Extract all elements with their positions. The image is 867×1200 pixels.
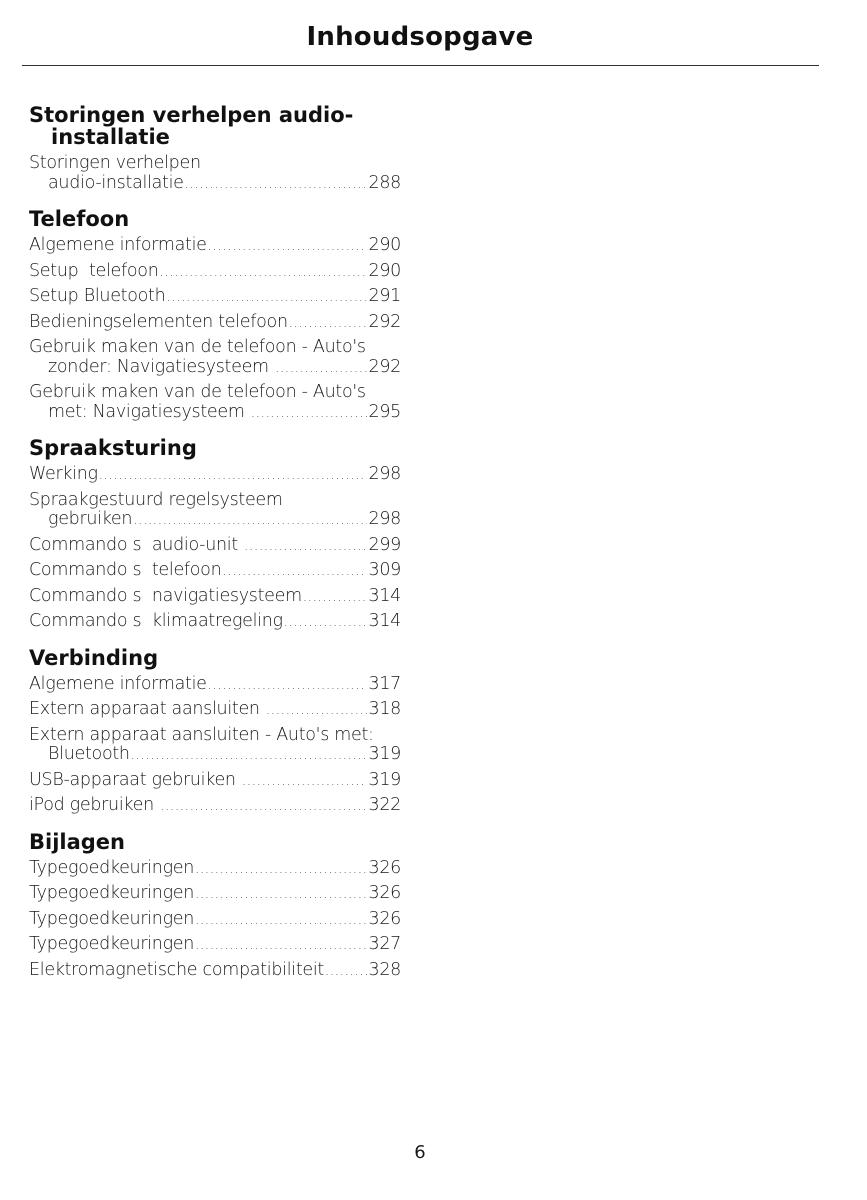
toc-entry-label-line1: Extern apparaat aansluiten - Auto's met: — [29, 724, 374, 745]
dot-leader — [195, 860, 367, 880]
dot-leader — [289, 314, 368, 334]
table-of-contents — [29, 104, 401, 995]
toc-entry-page: 295 — [368, 401, 401, 422]
toc-entry[interactable] — [29, 465, 401, 486]
section-title — [29, 208, 401, 230]
toc-entry-label: audio-installatie — [48, 172, 184, 193]
toc-entry-label: Typegoedkeuringen — [29, 934, 195, 954]
toc-entry-label-line1: Gebruik maken van de telefoon - Auto's — [29, 337, 366, 357]
toc-entry[interactable] — [29, 771, 401, 792]
dot-leader — [208, 676, 368, 696]
dot-leader — [284, 613, 368, 633]
section-title — [29, 437, 401, 459]
dot-leader — [222, 562, 367, 582]
toc-entry[interactable] — [29, 675, 401, 696]
dot-leader — [303, 588, 368, 608]
dot-leader — [242, 772, 368, 792]
toc-section — [29, 831, 401, 982]
toc-entry[interactable] — [29, 383, 401, 423]
dot-leader — [244, 537, 367, 557]
dot-leader — [275, 359, 367, 379]
toc-entry-page: 326 — [368, 857, 401, 878]
toc-entry-label: gebruiken — [48, 509, 133, 529]
toc-entry-label: Bluetooth — [48, 744, 130, 764]
section-title-text: Verbinding — [29, 645, 159, 670]
toc-entry-page: 327 — [368, 934, 401, 954]
toc-entry-page: 298 — [368, 464, 401, 484]
toc-entry-page: 290 — [368, 260, 401, 281]
toc-entry[interactable] — [29, 236, 401, 257]
toc-entry[interactable] — [29, 491, 401, 531]
toc-entry[interactable] — [29, 884, 401, 905]
toc-entry[interactable] — [29, 726, 401, 766]
header-divider — [22, 65, 819, 66]
toc-entry[interactable] — [29, 796, 401, 817]
toc-entry-page: 322 — [368, 795, 401, 815]
toc-entry-label: Typegoedkeuringen — [29, 908, 195, 929]
toc-entry[interactable] — [29, 910, 401, 931]
toc-entry-label: Commando s navigatiesysteem — [29, 585, 302, 606]
toc-entry-label: zonder: Navigatiesysteem — [48, 356, 275, 377]
dot-leader — [325, 962, 367, 982]
dot-leader — [208, 237, 368, 257]
dot-leader — [195, 936, 367, 956]
toc-entry[interactable] — [29, 587, 401, 608]
toc-entry-label: Algemene informatie — [29, 673, 207, 694]
dot-leader — [195, 885, 367, 905]
dot-leader — [99, 466, 368, 486]
toc-entry[interactable] — [29, 338, 401, 378]
page-number: 6 — [414, 1142, 426, 1163]
toc-entry[interactable] — [29, 154, 401, 194]
toc-entry-page: 326 — [368, 883, 401, 903]
dot-leader — [266, 701, 368, 721]
toc-entry-page: 319 — [368, 744, 401, 764]
toc-entry-label: Commando s audio-unit — [29, 534, 244, 555]
toc-section — [29, 104, 401, 194]
toc-section — [29, 208, 401, 423]
page-title: Inhoudsopgave — [306, 22, 534, 52]
toc-entry-label-line1: Spraakgestuurd regelsysteem — [29, 489, 283, 510]
toc-entry[interactable] — [29, 612, 401, 633]
toc-entry-label: Bedieningselementen telefoon — [29, 311, 288, 332]
toc-entry-label: USB-apparaat gebruiken — [29, 769, 241, 790]
toc-entry[interactable] — [29, 287, 401, 308]
toc-entry-page: 319 — [368, 769, 401, 790]
toc-entry-label: Commando s telefoon — [29, 560, 222, 580]
section-title-text: Spraaksturing — [29, 436, 197, 460]
toc-entry[interactable] — [29, 859, 401, 880]
toc-entry-label: Algemene informatie — [29, 235, 207, 255]
toc-entry-label: Typegoedkeuringen — [29, 883, 195, 903]
toc-entry-page: 314 — [368, 585, 401, 606]
section-title-text: Storingen verhelpen audio- — [29, 103, 354, 127]
toc-entry-label: Werking — [29, 464, 98, 484]
section-title — [29, 647, 401, 669]
dot-leader — [185, 175, 368, 195]
dot-leader — [160, 797, 367, 817]
dot-leader — [160, 263, 368, 283]
toc-entry-page: 290 — [368, 235, 401, 255]
toc-entry-page: 318 — [368, 699, 401, 719]
section-title-text: Telefoon — [29, 207, 130, 231]
toc-entry-page: 298 — [368, 509, 401, 529]
toc-entry-page: 288 — [368, 172, 401, 193]
toc-entry[interactable] — [29, 313, 401, 334]
section-title — [29, 104, 401, 148]
toc-entry-label: Extern apparaat aansluiten — [29, 699, 265, 719]
toc-entry[interactable] — [29, 561, 401, 582]
dot-leader — [195, 911, 367, 931]
toc-section — [29, 437, 401, 633]
toc-entry[interactable] — [29, 935, 401, 956]
section-title-continuation: installatie — [51, 125, 170, 149]
toc-entry-page: 317 — [368, 673, 401, 694]
dot-leader — [251, 404, 368, 424]
toc-entry-page: 292 — [368, 356, 401, 377]
toc-entry-page: 292 — [368, 311, 401, 332]
toc-entry-label: Setup telefoon — [29, 260, 159, 281]
toc-entry-label-line1: Gebruik maken van de telefoon - Auto's — [29, 382, 366, 402]
toc-entry-label-line1: Storingen verhelpen — [29, 153, 201, 173]
section-title-text: Bijlagen — [29, 829, 125, 854]
toc-entry[interactable] — [29, 536, 401, 557]
section-title — [29, 831, 401, 853]
toc-entry-page: 326 — [368, 908, 401, 929]
dot-leader — [131, 746, 368, 766]
toc-entry-label: Elektromagnetische compatibiliteit — [29, 959, 324, 980]
toc-entry-label: Typegoedkeuringen — [29, 857, 195, 878]
toc-entry[interactable] — [29, 700, 401, 721]
toc-entry-page: 299 — [368, 534, 401, 555]
toc-entry-label: Setup Bluetooth — [29, 286, 166, 306]
toc-entry-label: Commando s klimaatregeling — [29, 611, 283, 631]
toc-entry[interactable] — [29, 961, 401, 982]
toc-section — [29, 647, 401, 817]
dot-leader — [133, 511, 367, 531]
toc-entry-page: 309 — [368, 560, 401, 580]
dot-leader — [166, 288, 367, 308]
toc-entry-page: 291 — [368, 286, 401, 306]
toc-entry-page: 328 — [368, 959, 401, 980]
toc-entry-label: iPod gebruiken — [29, 795, 160, 815]
toc-entry-page: 314 — [368, 611, 401, 631]
toc-entry-label: met: Navigatiesysteem — [48, 401, 250, 422]
toc-entry[interactable] — [29, 262, 401, 283]
